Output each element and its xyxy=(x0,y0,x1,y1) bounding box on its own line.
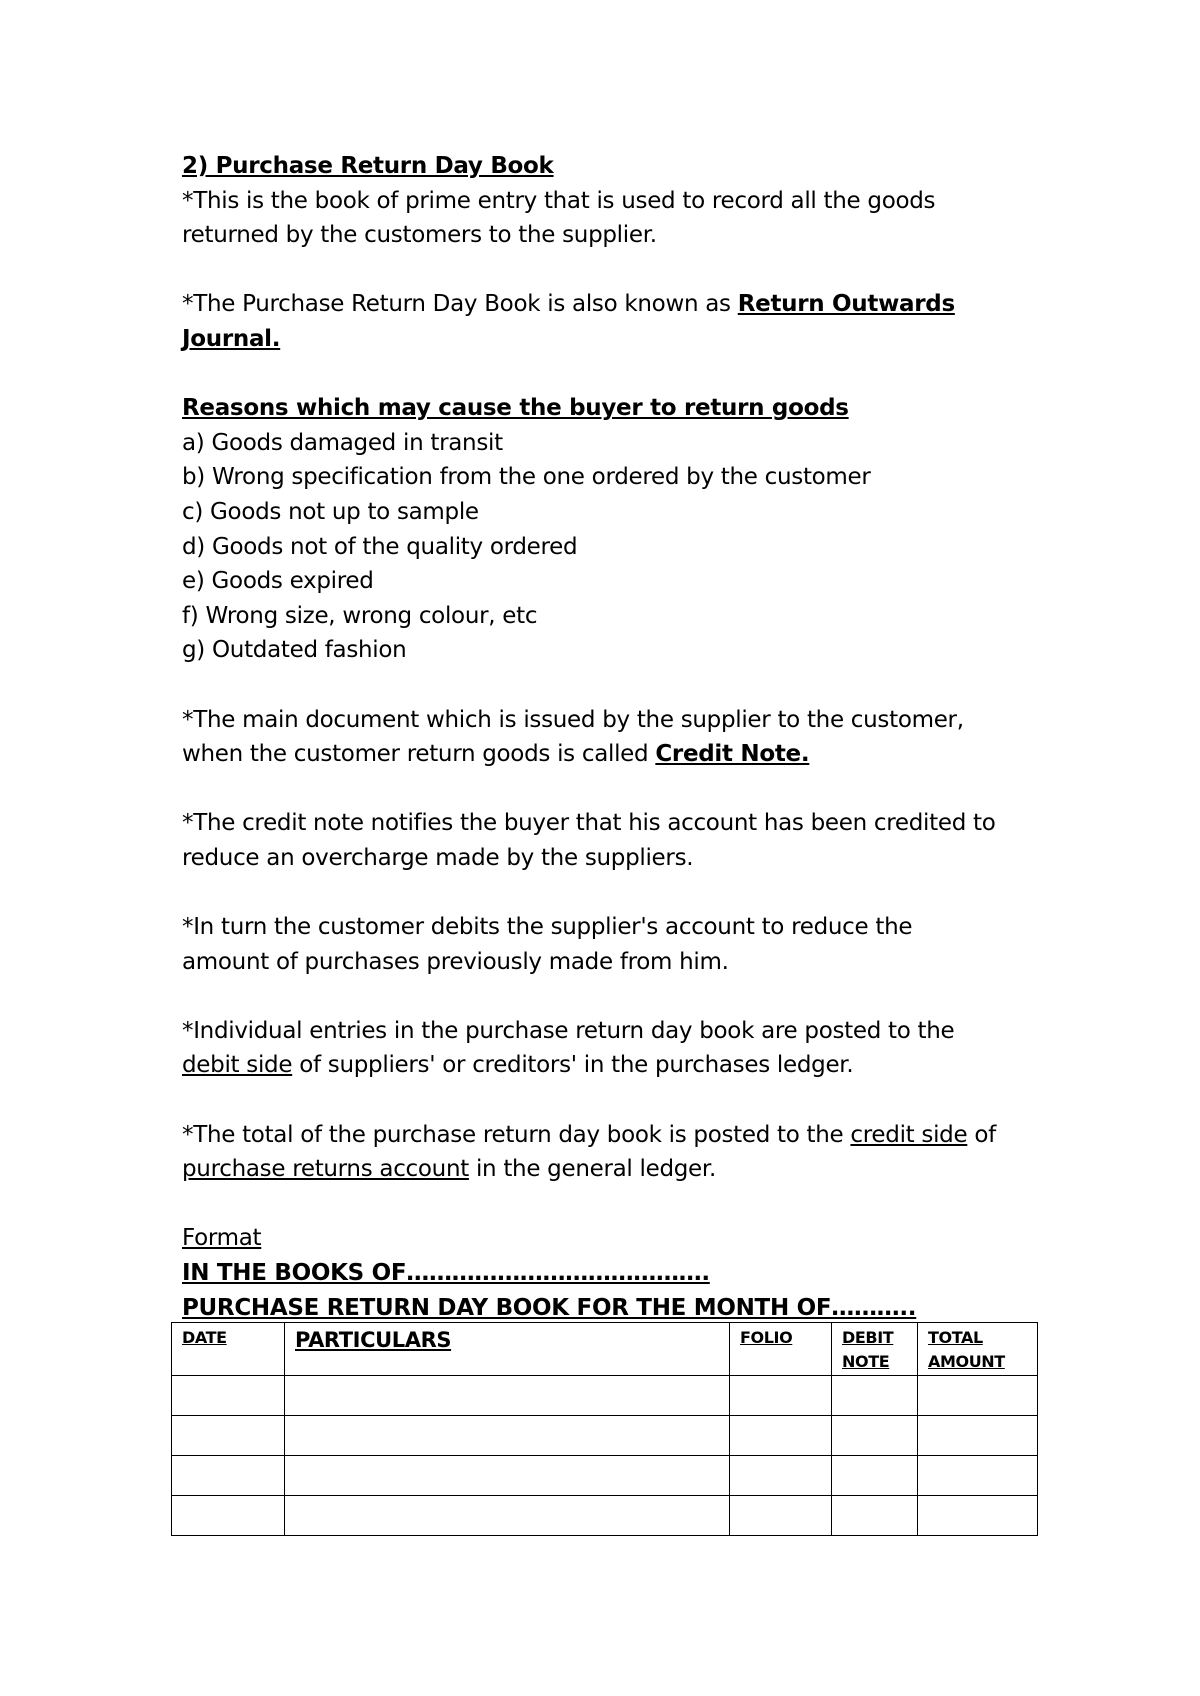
reason-item: d) Goods not of the quality ordered xyxy=(182,533,578,560)
reason-item: c) Goods not up to sample xyxy=(182,498,479,525)
customer-debits-line-1: *In turn the customer debits the supplier's account to reduce the xyxy=(182,914,913,941)
format-label: Format xyxy=(182,1225,262,1252)
table-row xyxy=(172,1416,1038,1456)
table-cell xyxy=(918,1456,1038,1496)
total-line-2 xyxy=(182,1152,1052,1187)
total-line-1 xyxy=(182,1118,1052,1153)
total-rest: in the general ledger. xyxy=(468,1156,716,1183)
individual-entries-line-2 xyxy=(182,1048,1052,1083)
reason-item: f) Wrong size, wrong colour, etc xyxy=(182,602,538,629)
aka-term: Return Outwards xyxy=(737,291,955,318)
table-row xyxy=(172,1456,1038,1496)
table-cell xyxy=(730,1376,832,1416)
table-cell xyxy=(172,1416,285,1456)
table-cell xyxy=(832,1416,918,1456)
table-row xyxy=(172,1496,1038,1536)
day-book-title: PURCHASE RETURN DAY BOOK FOR THE MONTH OF……….. xyxy=(182,1294,917,1321)
column-header-particulars: PARTICULARS xyxy=(285,1323,730,1376)
document-body xyxy=(182,149,1052,1325)
reasons-heading: Reasons which may cause the buyer to return goods xyxy=(182,395,849,422)
total-prefix: *The total of the purchase return day book is posted to the xyxy=(182,1121,851,1148)
table-cell xyxy=(172,1496,285,1536)
column-header-date: DATE xyxy=(172,1323,285,1376)
credit-note-info-line-1: *The credit note notifies the buyer that his account has been credited to xyxy=(182,810,996,837)
aka-line-2: Journal. xyxy=(182,325,281,352)
table-cell xyxy=(285,1496,730,1536)
purchase-returns-account-term: purchase returns account xyxy=(182,1156,469,1183)
aka-prefix: *The Purchase Return Day Book is also known as xyxy=(182,291,738,318)
aka-line-1 xyxy=(182,287,1052,322)
table-cell xyxy=(172,1456,285,1496)
main-document-line-1: *The main document which is issued by the supplier to the customer, xyxy=(182,706,964,733)
definition-line-2: returned by the customers to the supplier. xyxy=(182,222,657,249)
column-header-debit-note: DEBIT NOTE xyxy=(832,1323,918,1376)
main-document-line-2 xyxy=(182,737,1052,772)
individual-entries-line-1: *Individual entries in the purchase return day book are posted to the xyxy=(182,1017,955,1044)
books-of-line: IN THE BOOKS OF…………………………………. xyxy=(182,1260,710,1286)
reason-item: b) Wrong specification from the one ordered by the customer xyxy=(182,464,871,491)
table-cell xyxy=(832,1456,918,1496)
reason-item: e) Goods expired xyxy=(182,568,374,595)
reason-item: a) Goods damaged in transit xyxy=(182,429,503,456)
table-cell xyxy=(730,1496,832,1536)
credit-note-term: Credit Note. xyxy=(655,741,810,768)
individual-entries-rest: of suppliers' or creditors' in the purchases ledger. xyxy=(292,1052,854,1079)
table-cell xyxy=(918,1376,1038,1416)
table-header-row xyxy=(172,1323,1038,1376)
table-cell xyxy=(285,1416,730,1456)
column-header-folio: FOLIO xyxy=(730,1323,832,1376)
customer-debits-line-2: amount of purchases previously made from him. xyxy=(182,948,729,975)
table-cell xyxy=(730,1416,832,1456)
table-cell xyxy=(285,1456,730,1496)
total-suffix: of xyxy=(967,1121,996,1148)
reason-item: g) Outdated fashion xyxy=(182,637,407,664)
table-cell xyxy=(285,1376,730,1416)
day-book-table xyxy=(171,1322,1038,1536)
table-cell xyxy=(172,1376,285,1416)
definition-line-1: *This is the book of prime entry that is used to record all the goods xyxy=(182,187,936,214)
section-heading: 2) Purchase Return Day Book xyxy=(182,153,554,179)
table-cell xyxy=(832,1496,918,1536)
table-cell xyxy=(918,1416,1038,1456)
debit-side-term: debit side xyxy=(182,1052,293,1079)
table-cell xyxy=(832,1376,918,1416)
table-cell xyxy=(730,1456,832,1496)
main-document-prefix: when the customer return goods is called xyxy=(182,741,656,768)
table-row xyxy=(172,1376,1038,1416)
credit-side-term: credit side xyxy=(850,1121,968,1148)
column-header-total-amount: TOTAL AMOUNT xyxy=(918,1323,1038,1376)
table-cell xyxy=(918,1496,1038,1536)
credit-note-info-line-2: reduce an overcharge made by the suppliers. xyxy=(182,844,694,871)
